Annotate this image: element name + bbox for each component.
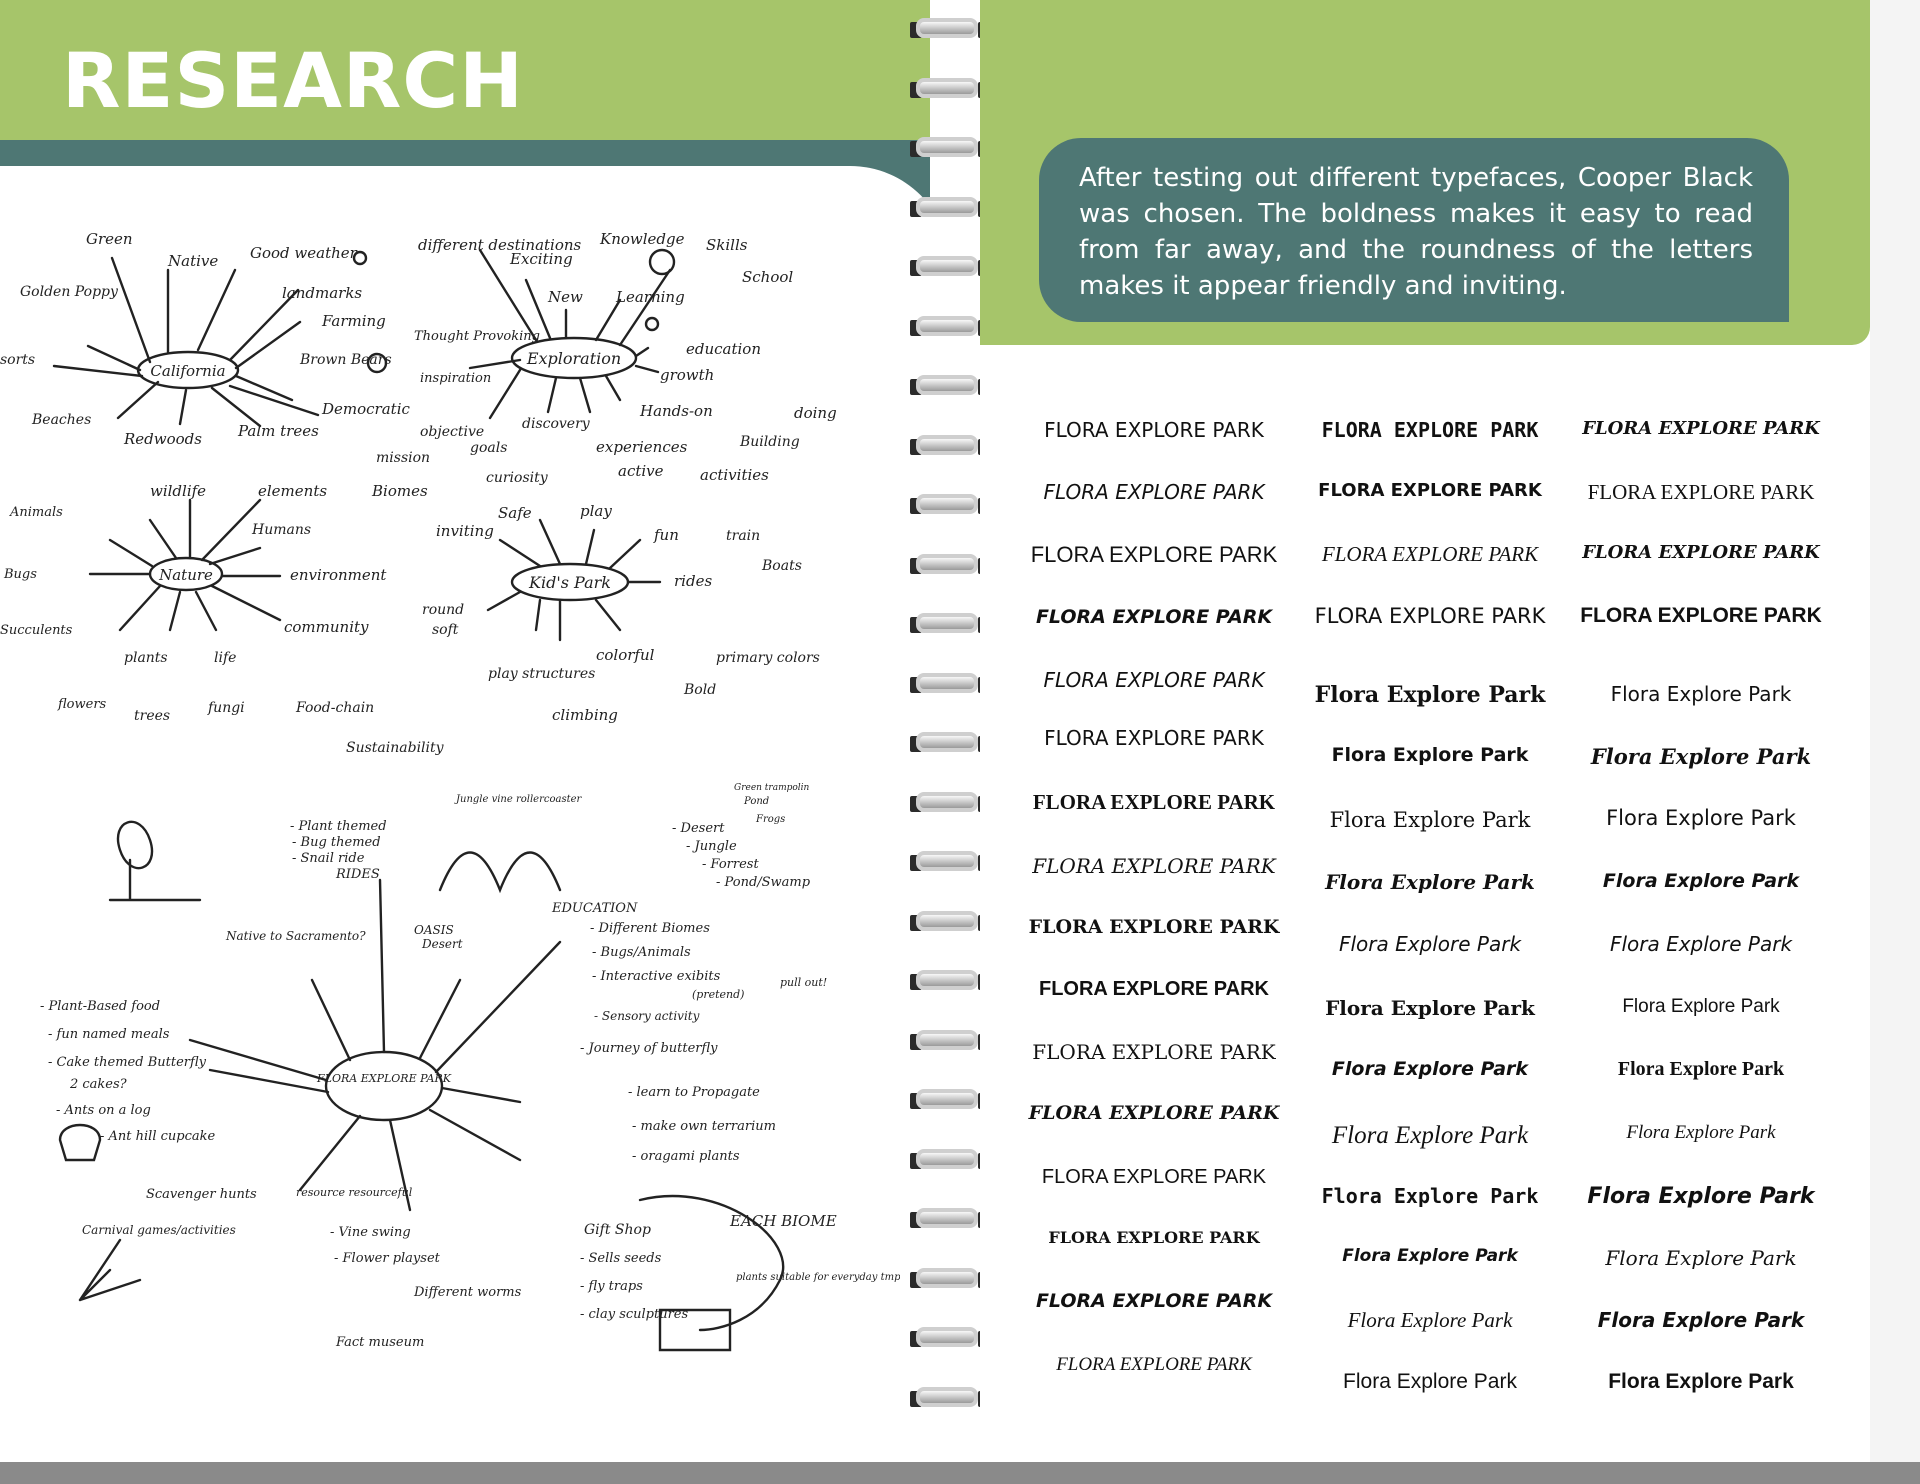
spiral-coil: [910, 1381, 990, 1415]
nature-branches: [90, 500, 280, 630]
flora-center: FLORA EXPLORE PARK: [317, 1072, 451, 1085]
typeface-sample-col3-5: Flora Explore Park: [1610, 682, 1792, 706]
typeface-sample-col3-10: Flora Explore Park: [1622, 996, 1780, 1017]
coil-wire: [916, 78, 978, 98]
node-different-destinations: different destinations: [418, 236, 582, 254]
node-skills: Skills: [706, 236, 748, 254]
node-oasis-desert: Desert: [422, 937, 463, 951]
typeface-sample-col1-15: FLORA EXPLORE PARK: [1035, 1290, 1273, 1312]
typeface-sample-col1-10: FLORA EXPLORE PARK: [1038, 978, 1269, 1000]
node-scavenger-hunts: Scavenger hunts: [146, 1187, 257, 1202]
typeface-sample-col3-3: FLORA EXPLORE PARK: [1582, 542, 1820, 563]
mindmap-flora: [40, 783, 900, 1350]
spiral-coil: [910, 1083, 990, 1117]
node-sells-seeds: - Sells seeds: [580, 1251, 662, 1266]
typeface-sample-col1-2: FLORA EXPLORE PARK: [1043, 480, 1265, 504]
node-play: play: [580, 502, 612, 520]
typeface-sample-col1-5: FLORA EXPLORE PARK: [1043, 668, 1265, 692]
typeface-sample-col2-2: FLORA EXPLORE PARK: [1318, 480, 1542, 501]
node-discovery: discovery: [522, 416, 590, 432]
node-fact-museum: Fact museum: [336, 1335, 425, 1350]
magnifier-icon: [646, 318, 658, 330]
node-bugs: Bugs: [4, 567, 37, 582]
node-train: train: [726, 528, 761, 544]
node-landmarks: landmarks: [282, 284, 363, 302]
typeface-sample-col3-9: Flora Explore Park: [1609, 932, 1793, 956]
node-bugs-animals: - Bugs/Animals: [592, 945, 691, 960]
snail-icon: [110, 822, 200, 900]
node-snail-ride: - Snail ride: [292, 851, 365, 866]
node-plant-based-food: - Plant-Based food: [40, 999, 161, 1014]
typeface-sample-col2-13: Flora Explore Park: [1321, 1184, 1539, 1208]
coil-wire: [916, 613, 978, 633]
typeface-sample-col2-14: Flora Explore Park: [1342, 1246, 1518, 1266]
node-farming: Farming: [322, 312, 386, 330]
node-rides-label: RIDES: [336, 867, 380, 882]
node-sustainability: Sustainability: [346, 740, 444, 756]
node-plants-suitable: plants suitable for everyday tmp: [736, 1272, 900, 1283]
node-colorful: colorful: [596, 646, 655, 664]
spiral-coil: [910, 1202, 990, 1236]
node-plants: plants: [124, 650, 168, 666]
typeface-sample-col3-12: Flora Explore Park: [1626, 1122, 1776, 1143]
node-jungle-vine: Jungle vine rollercoaster: [456, 794, 582, 805]
coil-wire: [916, 1268, 978, 1288]
exploration-center: Exploration: [526, 349, 622, 368]
spiral-coil: [910, 845, 990, 879]
typeface-sample-col2-8: Flora Explore Park: [1325, 870, 1535, 894]
node-forrest: - Forrest: [702, 857, 759, 872]
node-sensory-activity: - Sensory activity: [594, 1009, 700, 1023]
typeface-sample-col2-9: Flora Explore Park: [1338, 932, 1522, 956]
node-mission: mission: [376, 450, 431, 466]
node-climbing: climbing: [552, 706, 618, 724]
node-beaches: Beaches: [32, 412, 92, 428]
node-good-weather: Good weather: [250, 244, 357, 262]
spiral-coil: [910, 964, 990, 998]
coil-wire: [916, 792, 978, 812]
node-activities: activities: [700, 466, 769, 484]
node-experiences: experiences: [596, 438, 688, 456]
spiral-coil: [910, 310, 990, 344]
node-golden-poppy: Golden Poppy: [20, 284, 118, 300]
node-education-label: EDUCATION: [552, 901, 638, 916]
spiral-coil: [910, 1024, 990, 1058]
node-desert: - Desert: [672, 821, 725, 836]
typeface-sample-col1-4: FLORA EXPLORE PARK: [1035, 606, 1273, 628]
spiral-coil: [910, 1321, 990, 1355]
node-journey-butterfly: - Journey of butterfly: [580, 1041, 718, 1056]
spiral-coil: [910, 72, 990, 106]
typeface-sample-col3-15: Flora Explore Park: [1597, 1308, 1805, 1332]
node-elements: elements: [258, 482, 328, 500]
node-thought-provoking: Thought Provoking: [414, 329, 540, 344]
node-animals: Animals: [10, 505, 63, 520]
typeface-sample-col3-16: Flora Explore Park: [1608, 1370, 1794, 1393]
node-pond: Pond: [744, 796, 770, 807]
node-green-trampolin: Green trampolin: [734, 783, 810, 793]
node-new: New: [548, 288, 583, 306]
typeface-sample-col2-5: Flora Explore Park: [1314, 682, 1546, 708]
node-building: Building: [740, 434, 800, 450]
spiral-coil: [910, 667, 990, 701]
node-primary-colors: primary colors: [716, 650, 820, 666]
coil-wire: [916, 1089, 978, 1109]
node-inviting: inviting: [436, 522, 494, 540]
spiral-coil: [910, 1262, 990, 1296]
node-palm-trees: Palm trees: [238, 422, 319, 440]
node-learning: Learning: [616, 288, 685, 306]
node-play-structures: play structures: [488, 666, 596, 682]
node-redwoods: Redwoods: [124, 430, 202, 448]
node-rides: rides: [674, 572, 713, 590]
bottom-shadow: [0, 1462, 1920, 1484]
node-native: Native: [168, 252, 219, 270]
page-title: RESEARCH: [62, 36, 524, 125]
typeface-sample-col1-13: FLORA EXPLORE PARK: [1041, 1166, 1267, 1188]
coil-wire: [916, 18, 978, 38]
node-fungi: fungi: [208, 700, 245, 716]
node-ant-hill-cupcake: - Ant hill cupcake: [100, 1129, 216, 1144]
node-life: life: [214, 650, 237, 666]
node-community: community: [284, 618, 369, 636]
node-food-chain: Food-chain: [296, 700, 375, 716]
spiral-coil: [910, 131, 990, 165]
right-page: [980, 0, 1920, 1462]
spiral-coil: [910, 429, 990, 463]
typeface-sample-col1-12: FLORA EXPLORE PARK: [1028, 1102, 1280, 1124]
page-edge: [1870, 0, 1920, 1462]
typeface-sample-col1-11: FLORA EXPLORE PARK: [1032, 1040, 1276, 1064]
california-center: California: [150, 362, 226, 380]
node-green: Green: [86, 230, 133, 248]
node-native-sacramento: Native to Sacramento?: [226, 929, 366, 943]
node-growth: growth: [660, 366, 715, 384]
callout-text: After testing out different typefaces, Cooper Black was chosen. The boldness makes it easy to read from far away, and the roundness of the letters makes it appear friendly and inviting.: [1079, 163, 1753, 301]
node-each-biome: EACH BIOME: [730, 1212, 837, 1230]
typeface-sample-col1-16: FLORA EXPLORE PARK: [1056, 1354, 1252, 1375]
typeface-sample-col3-1: FLORA EXPLORE PARK: [1582, 418, 1820, 439]
coil-wire: [916, 494, 978, 514]
mindmap-nature: [0, 482, 445, 756]
typeface-sample-col2-11: Flora Explore Park: [1331, 1058, 1529, 1080]
brain-icon: [650, 250, 674, 274]
cupcake-icon: [60, 1125, 100, 1160]
node-ants-on-a-log: - Ants on a log: [56, 1103, 151, 1118]
node-fun-named-meals: - fun named meals: [48, 1027, 170, 1042]
typeface-sample-col1-8: FLORA EXPLORE PARK: [1032, 854, 1276, 878]
node-flower-playset: - Flower playset: [334, 1251, 440, 1266]
node-curiosity: curiosity: [486, 470, 548, 486]
typeface-sample-col2-3: FLORA EXPLORE PARK: [1321, 542, 1539, 566]
spiral-coil: [910, 488, 990, 522]
spiral-coil: [910, 786, 990, 820]
typeface-sample-col3-6: Flora Explore Park: [1590, 744, 1812, 769]
node-vine-swing: - Vine swing: [330, 1225, 411, 1240]
node-cake-butterfly: - Cake themed Butterfly: [48, 1055, 206, 1070]
spiral-coil: [910, 905, 990, 939]
typeface-sample-col2-4: FLORA EXPLORE PARK: [1314, 604, 1546, 628]
web-icon: [80, 1240, 140, 1300]
coaster-icon: [440, 853, 560, 891]
spiral-coil: [910, 607, 990, 641]
typeface-sample-col2-12: Flora Explore Park: [1331, 1122, 1529, 1149]
spiral-coil: [910, 548, 990, 582]
coil-wire: [916, 673, 978, 693]
node-doing: doing: [794, 404, 837, 422]
spiral-coil: [910, 369, 990, 403]
mindmap-california: [0, 230, 410, 448]
coil-wire: [916, 1149, 978, 1169]
node-brown-bears: Brown Bears: [300, 352, 392, 368]
coil-wire: [916, 137, 978, 157]
node-pull-out: pull out!: [780, 976, 828, 989]
mindmap-exploration: [376, 230, 837, 486]
node-jungle: - Jungle: [686, 839, 737, 854]
node-objective: objective: [420, 424, 485, 440]
node-trees: trees: [134, 708, 171, 724]
coil-wire: [916, 316, 978, 336]
mindmap: [0, 200, 900, 1400]
spiral-coil: [910, 726, 990, 760]
left-page: [0, 0, 930, 1462]
callout-box: [1039, 138, 1789, 322]
node-make-terrarium: - make own terrarium: [632, 1119, 776, 1134]
node-sorts: sorts: [0, 352, 36, 368]
node-education: education: [686, 340, 761, 358]
spiral-binding: [910, 0, 990, 1462]
typeface-sample-col3-4: FLORA EXPLORE PARK: [1580, 604, 1822, 627]
node-democratic: Democratic: [322, 400, 410, 418]
node-different-biomes: - Different Biomes: [590, 921, 710, 936]
typeface-sample-col2-7: Flora Explore Park: [1329, 808, 1531, 832]
coil-wire: [916, 1327, 978, 1347]
node-exciting: Exciting: [510, 250, 573, 268]
node-2-cakes: 2 cakes?: [70, 1077, 127, 1092]
node-different-worms: Different worms: [414, 1285, 522, 1300]
node-oragami-plants: - oragami plants: [632, 1149, 740, 1164]
typeface-sample-col3-8: Flora Explore Park: [1602, 870, 1800, 892]
mindmap-kids-park: [422, 502, 820, 724]
node-soft: soft: [432, 622, 459, 638]
coil-wire: [916, 911, 978, 931]
typeface-sample-col3-2: FLORA EXPLORE PARK: [1587, 480, 1815, 504]
typeface-sample-col3-13: Flora Explore Park: [1587, 1184, 1815, 1209]
typeface-sample-col2-6: Flora Explore Park: [1331, 744, 1529, 766]
spiral-coil: [910, 1143, 990, 1177]
typeface-sample-col1-7: FLORA EXPLORE PARK: [1032, 790, 1276, 814]
node-interactive-exibits: - Interactive exibits: [592, 969, 721, 984]
node-succulents: Succulents: [0, 623, 73, 638]
nature-center: Nature: [159, 566, 213, 584]
coil-wire: [916, 732, 978, 752]
node-safe: Safe: [498, 504, 532, 522]
typeface-sample-col1-9: FLORA EXPLORE PARK: [1028, 916, 1280, 938]
kids-park-center: Kid's Park: [529, 573, 611, 592]
node-bold: Bold: [684, 682, 717, 698]
typeface-sample-col1-3: FLORA EXPLORE PARK: [1030, 542, 1278, 567]
node-humans: Humans: [252, 522, 312, 538]
spiral-coil: [910, 191, 990, 225]
typeface-sample-col2-15: Flora Explore Park: [1347, 1308, 1513, 1332]
coil-wire: [916, 197, 978, 217]
node-wildlife: wildlife: [150, 482, 207, 500]
coil-wire: [916, 435, 978, 455]
node-boats: Boats: [762, 558, 802, 574]
spiral-coil: [910, 12, 990, 46]
typeface-sample-col3-11: Flora Explore Park: [1617, 1058, 1785, 1080]
node-pond-swamp: - Pond/Swamp: [716, 875, 811, 890]
typeface-sample-col1-14: FLORA EXPLORE PARK: [1048, 1228, 1260, 1247]
node-knowledge: Knowledge: [600, 230, 685, 248]
coil-wire: [916, 851, 978, 871]
typeface-sample-col2-1: FLORA EXPLORE PARK: [1321, 418, 1539, 442]
typeface-sample-col1-1: FLORA EXPLORE PARK: [1044, 418, 1264, 442]
node-pretend: (pretend): [692, 988, 745, 1001]
node-carnival-games: Carnival games/activities: [82, 1223, 236, 1237]
node-environment: environment: [290, 566, 387, 584]
node-hands-on: Hands-on: [640, 402, 713, 420]
spiral-coil: [910, 250, 990, 284]
node-inspiration: inspiration: [420, 371, 492, 386]
typeface-sample-col1-6: FLORA EXPLORE PARK: [1044, 726, 1264, 750]
coil-wire: [916, 1030, 978, 1050]
node-school: School: [742, 268, 794, 286]
node-active: active: [618, 462, 664, 480]
node-gift-shop: Gift Shop: [584, 1222, 651, 1238]
node-flowers: flowers: [58, 697, 107, 712]
typeface-sample-col3-14: Flora Explore Park: [1605, 1246, 1797, 1270]
node-round: round: [422, 602, 465, 618]
typeface-sample-col3-7: Flora Explore Park: [1606, 806, 1796, 830]
node-biomes: Biomes: [372, 482, 428, 500]
coil-wire: [916, 375, 978, 395]
node-frogs: Frogs: [756, 814, 786, 825]
typeface-sample-col2-16: Flora Explore Park: [1343, 1370, 1517, 1393]
coil-wire: [916, 970, 978, 990]
node-learn-propagate: - learn to Propagate: [628, 1085, 760, 1100]
coil-wire: [916, 1208, 978, 1228]
flora-oval: [326, 1052, 442, 1120]
node-fun: fun: [654, 526, 679, 544]
node-clay-sculptures: - clay sculptures: [580, 1307, 689, 1322]
coil-wire: [916, 554, 978, 574]
node-plant-themed: - Plant themed: [290, 819, 387, 834]
node-resource: resource resourceful: [296, 1186, 413, 1199]
typeface-sample-col2-10: Flora Explore Park: [1325, 996, 1535, 1020]
coil-wire: [916, 256, 978, 276]
node-fly-traps: - fly traps: [580, 1279, 643, 1294]
node-bug-themed: - Bug themed: [292, 835, 381, 850]
node-goals: goals: [470, 440, 508, 456]
node-oasis: OASIS: [414, 923, 454, 937]
coil-wire: [916, 1387, 978, 1407]
